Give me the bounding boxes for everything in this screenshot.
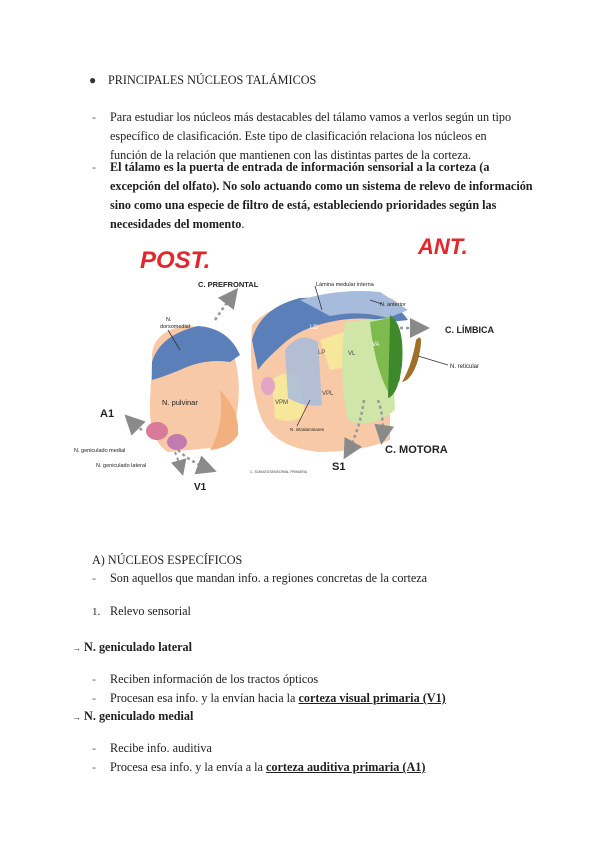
dash-icon: - bbox=[92, 691, 96, 705]
dash-icon: - bbox=[92, 160, 96, 174]
label-va: VA bbox=[372, 342, 380, 348]
label-v1: V1 bbox=[194, 482, 207, 493]
label-vpl: VPL bbox=[322, 391, 334, 397]
dash-icon: - bbox=[92, 571, 96, 585]
reticular-shape bbox=[402, 338, 421, 383]
label-n-reticular: N. reticular bbox=[450, 364, 480, 370]
section-a-desc: Son aquellos que mandan info. a regiones concretas de la corteza bbox=[110, 571, 428, 585]
section-a-heading: A) NÚCLEOS ESPECÍFICOS bbox=[92, 553, 243, 567]
subsection-title: Relevo sensorial bbox=[110, 604, 191, 618]
label-c-limbica: C. LÍMBICA bbox=[445, 325, 494, 335]
intro-line: El tálamo es la puerta de entrada de información sensorial a la corteza (a bbox=[110, 160, 490, 174]
intro-paragraph-2 bbox=[110, 158, 550, 234]
label-n-intralaminares: N. intralaminares bbox=[290, 427, 325, 432]
small-pink-nucleus bbox=[261, 377, 275, 395]
label-n-dorsomedial-1: N. bbox=[166, 317, 172, 323]
intro-period: . bbox=[241, 217, 245, 231]
ngm-item-1: Recibe info. auditiva bbox=[110, 741, 212, 755]
ngm-item-2-text: Procesa esa info. y la envía a la bbox=[110, 760, 267, 774]
label-s1: S1 bbox=[332, 461, 346, 473]
label-n-dorsomedial-2: dorsomedial bbox=[160, 324, 190, 330]
intro-line: específico de clasificación. Este tipo de clasificación relaciona los núcleos en bbox=[110, 129, 487, 143]
label-n-pulvinar: N. pulvinar bbox=[162, 398, 198, 407]
dash-icon: - bbox=[92, 110, 96, 124]
ngl-heading bbox=[72, 638, 192, 658]
dash-icon: - bbox=[92, 672, 96, 686]
corteza-auditiva-link: corteza auditiva primaria (A1) bbox=[266, 760, 426, 774]
ngm-item-2 bbox=[110, 758, 425, 777]
handwritten-ant: ANT. bbox=[418, 234, 468, 259]
label-n-geniculado-medial: N. geniculado medial bbox=[74, 448, 126, 454]
label-c-motora: C. MOTORA bbox=[385, 444, 448, 456]
intro-line: Para estudiar los núcleos más destacables del tálamo vamos a verlos según un tipo bbox=[110, 110, 512, 124]
corteza-visual-link: corteza visual primaria (V1) bbox=[298, 691, 446, 705]
label-c-prefrontal: C. PREFRONTAL bbox=[198, 280, 259, 289]
label-vl: VL bbox=[348, 351, 356, 357]
intro-paragraph-1 bbox=[110, 108, 530, 165]
arrow-icon: → bbox=[72, 643, 81, 653]
label-n-anterior: N. anterior bbox=[380, 302, 406, 308]
intro-line: sino como una especie de filtro de está, estableciendo prioridades según las bbox=[110, 198, 497, 212]
ngl-item-1: Reciben información de los tractos ópticos bbox=[110, 672, 319, 686]
label-ld: LD bbox=[310, 325, 318, 331]
intro-line: función de la relación que mantienen con las distintas partes de la corteza. bbox=[110, 148, 472, 162]
label-small-caption: C. SOMATOSENSORIAL PRIMARIA bbox=[250, 470, 308, 474]
arrow-icon: → bbox=[72, 712, 81, 722]
bullet-icon: ● bbox=[89, 73, 97, 87]
thalamus-diagram bbox=[60, 230, 500, 505]
geniculado-medial-shape bbox=[146, 422, 168, 440]
dash-icon: - bbox=[92, 760, 96, 774]
section-title: PRINCIPALES NÚCLEOS TALÁMICOS bbox=[108, 73, 317, 87]
intralaminar-shape bbox=[285, 338, 322, 406]
handwritten-post: POST. bbox=[140, 247, 211, 274]
label-vpm: VPM bbox=[275, 400, 289, 406]
ngl-item-2-text: Procesan esa info. y la envían hacia la bbox=[110, 691, 299, 705]
intro-line: excepción del olfato). No solo actuando como un sistema de relevo de información bbox=[110, 179, 533, 193]
geniculado-lateral-shape bbox=[167, 434, 187, 450]
ngm-heading bbox=[72, 707, 193, 727]
dash-icon: - bbox=[92, 741, 96, 755]
label-n-geniculado-lateral: N. geniculado lateral bbox=[96, 463, 147, 469]
label-a1: A1 bbox=[100, 408, 115, 420]
ngm-title: N. geniculado medial bbox=[84, 709, 194, 723]
label-lp: LP bbox=[318, 350, 326, 356]
ngl-title: N. geniculado lateral bbox=[84, 640, 193, 654]
ngl-item-2 bbox=[110, 689, 446, 708]
intro-line: necesidades del momento bbox=[110, 217, 242, 231]
label-lamina: Lámina medular interna bbox=[316, 282, 374, 288]
subsection-number: 1. bbox=[92, 606, 101, 618]
